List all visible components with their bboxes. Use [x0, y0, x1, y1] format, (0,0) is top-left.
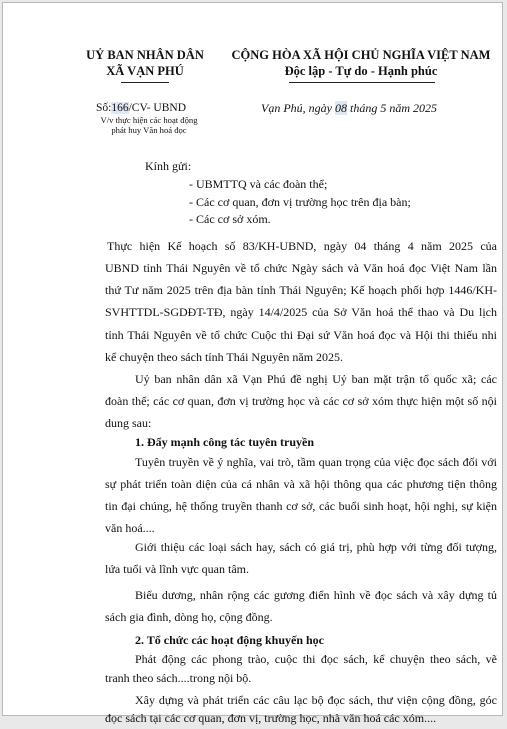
paragraph-introduce-books-cont	[105, 558, 497, 580]
paragraph-commend	[135, 584, 497, 606]
paragraph-clubs-cont	[105, 707, 497, 729]
text-line: kể chuyện theo sách tỉnh Thái Nguyên năm 2025.	[105, 349, 344, 364]
date-prefix: Vạn Phú, ngày	[261, 101, 335, 115]
document-reference	[96, 100, 186, 116]
paragraph-commend-cont	[105, 606, 497, 628]
recipient-item: - UBMTTQ và các đoàn thể;	[189, 177, 328, 191]
text-line: văn hoá....	[105, 521, 155, 536]
text-line: Phát động các phong trào, cuộc thi đọc sách, kể chuyện theo sách, vẽ	[135, 652, 497, 666]
paragraph-plan-reference	[103, 235, 497, 257]
text-line: tỉnh Thái Nguyên về tổ chức Cuộc thi Đại sứ Văn hoá đọc và Hội thi thiếu nhi	[105, 327, 497, 342]
paragraph-request	[135, 368, 497, 390]
text-line: UBND tỉnh Thái Nguyên về tổ chức Ngày sách và Văn hoá đọc Việt Nam lần	[105, 261, 497, 275]
text-line: Xây dựng và phát triển các câu lạc bộ đọc sách, thư viện cộng đồng, góc	[135, 693, 497, 707]
text-line: Biểu dương, nhân rộng các gương điển hình về đọc sách và xây dựng tủ	[135, 588, 497, 602]
document-subject	[79, 115, 219, 135]
text-line: lứa tuổi và lĩnh vực quan tâm.	[105, 562, 249, 576]
text-line: đọc sách tại các cơ quan, đơn vị, trường học, nhà văn hoá các xóm....	[105, 711, 437, 725]
text-line: SVHTTDL-SGDĐT-TĐ, ngày 14/4/2025 của Sở Văn hoá thể thao và Du lịch	[105, 305, 497, 320]
paragraph-propaganda-cont	[105, 473, 497, 540]
text-line: Tuyên truyền về ý nghĩa, vai trò, tầm quan trọng của việc đọc sách đối với	[135, 455, 497, 469]
paragraph-plan-reference-cont	[105, 257, 497, 368]
national-motto: Độc lập - Tự do - Hạnh phúc	[284, 64, 438, 78]
section-heading-2: 2. Tổ chức các hoạt động khuyến học	[135, 633, 325, 647]
date-suffix: tháng 5 năm 2025	[347, 101, 437, 115]
text-line: Thực hiện Kế hoạch số 83/KH-UBND, ngày 04 tháng 4 năm 2025 của	[107, 239, 497, 253]
org-line-1: UỶ BAN NHÂN DÂN	[86, 48, 204, 62]
recipient-list	[189, 176, 411, 229]
recipient-item: - Các cơ quan, đơn vị trường học trên địa bàn;	[189, 194, 411, 209]
issuing-authority	[75, 47, 215, 79]
text-line: Giới thiệu các loại sách hay, sách có giá trị, phù hợp với từng đối tượng,	[135, 540, 497, 554]
org-underline	[121, 82, 169, 83]
text-line: sách gia đình, dòng họ, cộng đồng.	[105, 610, 273, 624]
date-line	[261, 100, 437, 116]
paragraph-propaganda	[135, 451, 497, 473]
paragraph-introduce-books	[135, 536, 497, 558]
document-page	[2, 2, 503, 725]
ref-prefix: Số:	[96, 102, 112, 114]
ref-number: 166	[111, 102, 129, 114]
org-line-2: XÃ VẠN PHÚ	[106, 64, 184, 78]
date-day: 08	[335, 101, 347, 115]
text-line: sự phát triển toàn diện của cá nhân và xã hội thông qua các phương tiện thông	[105, 477, 497, 491]
national-title: CỘNG HÒA XÃ HỘI CHỦ NGHĨA VIỆT NAM	[231, 48, 491, 62]
recipient-item: - Các cơ sở xóm.	[189, 212, 271, 226]
text-line: Uỷ ban nhân dân xã Vạn Phú đề nghị Uỷ ban mặt trận tổ quốc xã; các	[135, 372, 497, 386]
text-line: tranh theo sách....trong nội bộ.	[105, 671, 252, 685]
ref-suffix: /CV- UBND	[128, 102, 186, 114]
national-header	[225, 47, 497, 79]
text-line: thứ Tư năm 2025 trên địa bàn tỉnh Thái Nguyên; Kế hoạch phối hợp 1446/KH-	[105, 283, 497, 298]
paragraph-campaigns-cont	[105, 667, 497, 689]
motto-underline	[289, 82, 435, 83]
text-line: tin đại chúng, hệ thống truyền thanh cơ sở, các buổi sinh hoạt, hội nghị, sự kiện	[105, 499, 497, 514]
text-line: đoàn thể; các cơ quan, đơn vị trường học và các cơ sở xóm thực hiện một số nội	[105, 394, 497, 408]
subject-line-2: phát huy Văn hoá đọc	[111, 125, 187, 135]
salutation-label: Kính gửi:	[145, 159, 192, 173]
subject-line-1: V/v thực hiện các hoạt động	[100, 115, 198, 125]
text-line: dung sau:	[105, 416, 152, 431]
section-heading-1: 1. Đẩy mạnh công tác tuyên truyền	[135, 435, 314, 449]
paragraph-request-cont	[105, 390, 497, 434]
